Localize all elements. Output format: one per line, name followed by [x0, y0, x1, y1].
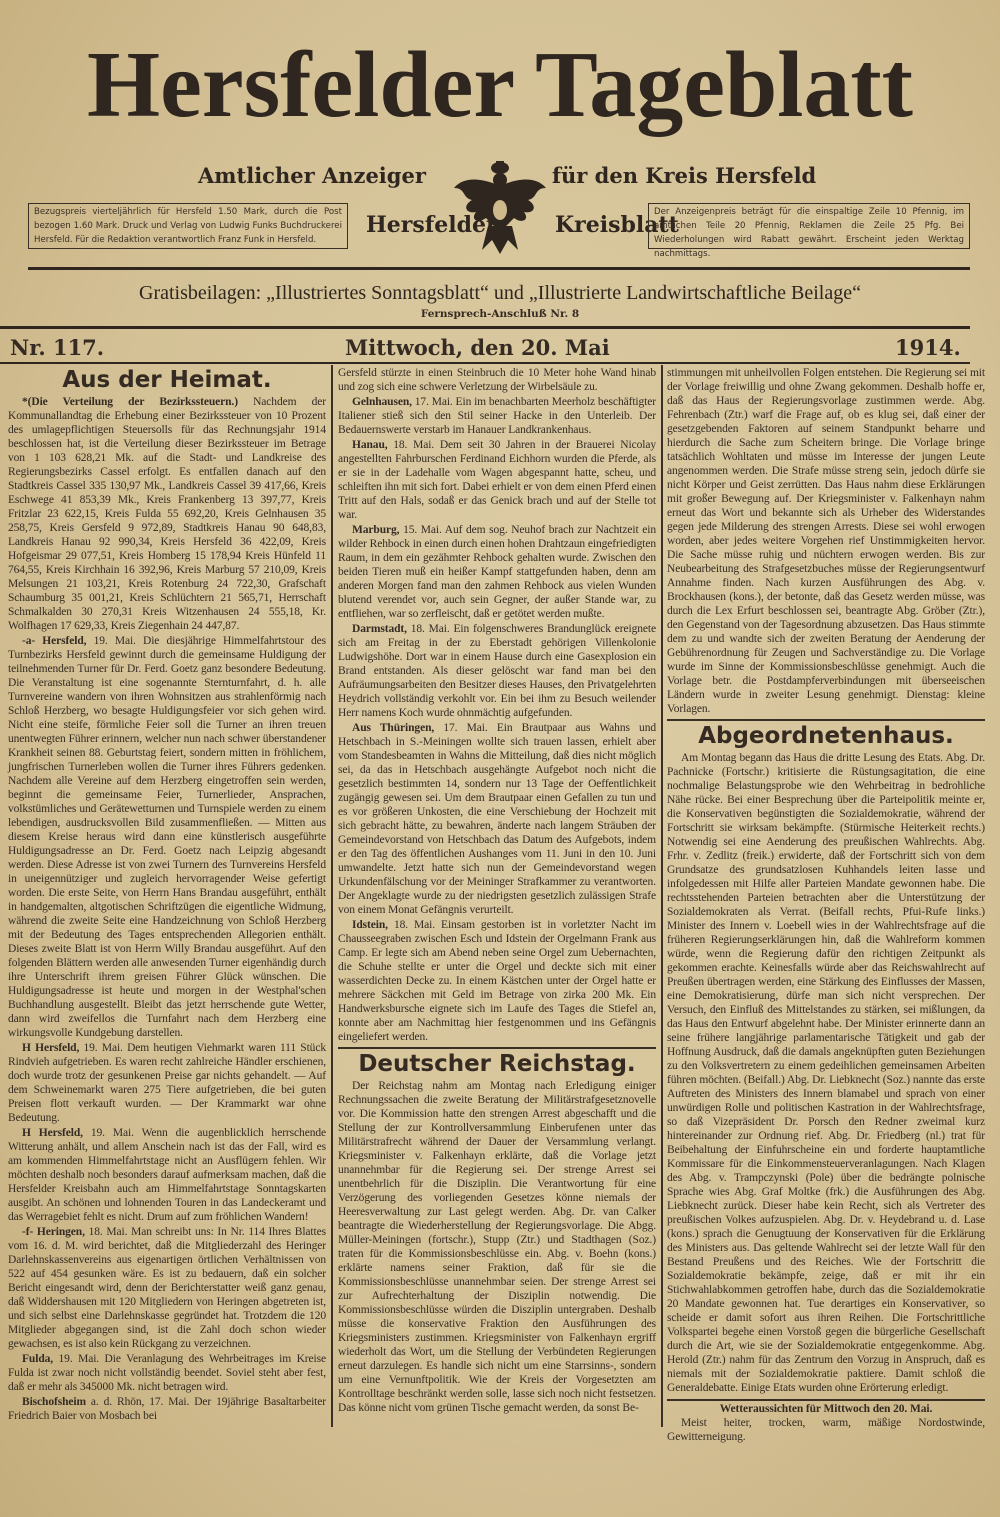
article-text: a. d. Rhön, 17. Mai. Der 19jährige Basaltarbeiter Friedrich Baier von Mosbach bei — [8, 1396, 326, 1422]
article — [8, 1041, 326, 1125]
divider — [667, 719, 985, 721]
article — [8, 1126, 326, 1224]
article-dateline: Marburg, — [352, 524, 400, 536]
subscription-info-box: Bezugspreis vierteljährlich für Hersfeld 1.50 Mark, durch die Post bezogen 1.60 Mark. Druck und Verlag von Ludwig Funks Buchdruckerei Hersfeld. Für die Redaktion verantwortlich Franz Funk in Hersfeld. — [28, 203, 348, 249]
article-dateline: *(Die Verteilung der Bezirkssteuern.) — [22, 396, 238, 408]
divider — [0, 326, 970, 329]
article — [8, 634, 326, 1040]
article-dateline: Darmstadt, — [352, 623, 407, 635]
article-text: 19. Mai. Dem heutigen Viehmarkt waren 111 Stück Rindvieh aufgetrieben. Es waren recht zahlreiche Händler erschienen, doch wurde trotz der gesunkenen Preise gar nichts gehandelt. — Auf dem Schweinemarkt waren 275 Tiere aufgetrieben, die bei guten Preisen flott verkauft wurden. — Der Krammarkt war ohne Bedeutung. — [8, 1042, 326, 1124]
issue-year: 1914. — [895, 335, 961, 360]
article-dateline: Hanau, — [352, 439, 388, 451]
article-text: 19. Mai. Wenn die augenblicklich herrschende Witterung anhält, und allem Anschein nach ist das der Fall, wird es am kommenden Himmelfahrtstage nicht an Ausflügern fehlen. Wir möchten deshalb noch besonders darauf aufmerksam machen, daß die Hersfelder Kreisbahn auch am Himmelfahrtstage Sonntagskarten ausgibt. An schönen und lohnenden Touren in das Landeckeramt und das Werragebiet fehlt es nicht. Drum auf zum fröhlichen Wandern! — [8, 1127, 326, 1223]
article-text: 18. Mai. Ein folgenschweres Brandunglück ereignete sich am Freitag in der zu Eberstadt gehörigen Villenkolonie Ludwigshöhe. Dort war in einem Hause durch eine Gasexplosion ein Brand entstanden. Als dieser gelöscht war fand man bei den Aufräumungsarbeiten den Besitzer dieses Hauses, den Privatgelehrten Heydrich vollständig verkohlt vor. Ein bei ihm zu Besuch weilender Herr namens Koch wurde ohnmächtig aufgefunden. — [338, 623, 656, 719]
article-text: 18. Mai. Man schreibt uns: In Nr. 114 Ihres Blattes vom 16. d. M. wird berichtet, daß die Mitgliederzahl des Heringer Darlehnskassenvereins aus eigenartigen örtlichen Verhältnissen von 522 auf 454 gesunken wäre. Es ist zu bedauern, daß ein solcher Bericht eingesandt wird, denn der Berichterstatter weiß ganz genau, daß Widdershausen mit 120 Mitgliedern von Heringen abgetreten ist, und sich selbst eine Darlehnskasse gegründet hat. Trotzdem die 120 Mitglieder abgegangen sind, ist die Zahl doch schon wieder gewachsen, es ist also kein Rückgang zu verzeichnen. — [8, 1226, 327, 1350]
article-text: 15. Mai. Auf dem sog. Neuhof brach zur Nachtzeit ein wilder Rehbock in einen durch einen hohen Drahtzaun eingefriedigten Raum, in dem ein gezähmter Rehbock gehalten wurde. Zwischen den beiden Tieren muß ein heißer Kampf stattgefunden haben, denn am anderen Morgen fand man den zahmen Rehbock aus vielen Wunden blutend verendet vor, auch sein Gegner, der außer Stande war, zu entfliehen, war so zerfleischt, daß er getötet werden mußte. — [338, 524, 656, 620]
supplements-line: Gratisbeilagen: „Illustriertes Sonntagsblatt“ und „Illustrierte Landwirtschaftliche Beilage“ — [139, 282, 861, 304]
article — [338, 523, 656, 621]
article-dateline: -a- Hersfeld, — [22, 635, 87, 647]
article-continuation: stimmungen mit unheilvollen Folgen entstehen. Die Regierung sei mit der Vorlage freiwillig und ohne Zwang gekommen. Deshalb hoffe er, daß das Haus der Regierungsvorlage zustimmen werde. Abg. Fehrenbach (Ztr.) warf die Frage auf, ob es klug sei, daß einer der gesetzgebenden Faktoren auf seinem Standpunkt beharre und hierdurch die Sache zum Scheitern bringe. Die Vorlage bringe tatsächlich Wohltaten und müsse im Interesse der jungen Leute angenommen werden. Die Strafe müsse streng sein, jedoch dürfe sie nicht Körper und Geist zerrütten. Das Haus nahm diese Erklärungen mit großer Bewegung auf. Der Kriegsminister v. Falkenhayn nahm erneut das Wort und bekannte sich als Urheber des Widerstandes gegen jede Milderung des strengen Arrests. Diese sei wohl erwogen worden, aber jedes weitere Vorgehen rief Unstimmigkeiten hervor. Die Sache müsse ruhig und nüchtern erwogen werden. Bis zur Neubearbeitung des Strafgesetzbuches müsse der Regierungsentwurf Annahme finden. Nach kurzen Ausführungen des Abg. v. Brockhausen (kons.), der betonte, daß das Gesetz werden müsse, was durch die Lex Erfurt beschlossen sei, beantragte Abg. Gröber (Ztr.), den Gegenstand von der Tagesordnung abzusetzen. Das Haus stimmte dem zu und wandte sich der zweiten Beratung der Aenderung der Gebührenordnung für Zeugen und Sachverständige zu. Die Vorlage wurde im Sinne der Kommissionsbeschlüsse genehmigt. Auch die Vorlage betr. die Postdampferverbindungen mit überseeischen Ländern wurde in zweiter Lesung genehmigt. Dienstag: kleine Vorlagen. — [667, 367, 985, 715]
article-text: 19. Mai. Die diesjährige Himmelfahrtstour des Turnbezirks Hersfeld gewinnt durch die gemeinsame Huldigung der teilnehmenden Turner für Dr. Ferd. Goetz ganz besondere Bedeutung. Die Veranstaltung ist eine sogenannte Sternturnfahrt, d. h. alle Turnvereine wandern von ihren Wohnsitzen aus strahlenförmig nach Schloß Herzberg, wo besagte Huldigungsfeier vor sich gehen wird. Nicht eine steife, förmliche Feier soll die Turner an ihren treuen unentwegten Führer erinnern, welcher nun nach schwer überstandener Krankheit seinen 88. Geburtstag feiert, sondern mitten in fröhlichem, jungfrischen Turnerleben wollen die Turner ihres Führers gedenken. Nachdem alle Vereine auf dem Herzberg eingetroffen sein werden, beginnt die gemeinsame Feier, Turnerlieder, Ansprachen, volkstümliches und Gerätewetturnen und Turnspiele werden zu einem lebendigen, ausdrucksvollen Bild zusammenfließen. — Mitten aus diesem Kreise heraus wird dann eine künstlerisch ausgeführte Huldigungsadresse an Dr. Ferd. Goetz nach Leipzig abgesandt werden. Diese Adresse ist von zwei Turnern des Turnvereins Hersfeld in uneigennütziger und zugleich hervorragender Weise gefertigt worden. Die erste Seite, von Herrn Hans Brandau ausgeführt, enthält in handgemalten, altgotischen Schriftzügen die eigentliche Widmung, während die zweite Seite eine Handzeichnung von Schloß Herzberg mit der Bedeutung des Tages entsprechenden Allegorien enthält. Dieses zweite Blatt ist von Herrn Willy Brandau ausgeführt. Auf den folgenden Blättern werden alle anwesenden Turner eigenhändig durch ihre Unterschrift ihrem greisen Führer Glück wünschen. Die Huldigungsadresse ist heute und morgen in der Westphal'schen Buchhandlung ausgestellt. Bleibt das jetzt herrschende gute Wetter, dann wird zweifellos die Turnfahrt nach dem Herzberg eine wirkungsvolle Kundgebung darstellen. — [8, 635, 327, 1039]
advertising-info-box: Der Anzeigenpreis beträgt für die einspaltige Zeile 10 Pfennig, im amtlichen Teile 20 Pfennig, Reklamen die Zeile 25 Pfg. Bei Wiederholungen wird Rabatt gewährt. Erscheint jeden Werktag nachmittags. — [648, 203, 970, 249]
article — [8, 395, 326, 633]
article-text: 18. Mai. Dem seit 30 Jahren in der Brauerei Nicolay angestellten Fahrburschen Ferdinand Eichhorn wurden die Pferde, als er sie in der Ladehalle vom Wagen abgespannt hatte, scheu, und schleiften ihn mit sich fort. Dabei erhielt er von dem einen Pferd einen Tritt auf den Hals, sodaß er das Genick brach und auf der Stelle tot war. — [338, 439, 656, 521]
emblem-label-right: Kreisblatt — [555, 212, 679, 238]
article-dateline: Idstein, — [352, 919, 388, 931]
divider — [667, 1399, 985, 1401]
article — [338, 622, 656, 720]
divider — [338, 1047, 656, 1049]
weather-forecast: Meist heiter, trocken, warm, mäßige Nordostwinde, Gewitterneigung. — [667, 1417, 985, 1443]
issue-number: Nr. 117. — [10, 335, 105, 360]
article-dateline: Gelnhausen, — [352, 396, 412, 408]
article — [8, 1352, 326, 1394]
subtitle-left: Amtlicher Anzeiger — [198, 163, 426, 188]
divider — [0, 362, 970, 364]
article-dateline: Aus Thüringen, — [352, 722, 435, 734]
phone-line: Fernsprech-Anschluß Nr. 8 — [420, 308, 580, 320]
article-dateline: Fulda, — [22, 1353, 54, 1365]
article-text: Nachdem der Kommunallandtag die Erhebung einer Bezirkssteuer von 10 Prozent des umlagepflichtigen Steuersolls für das Rechnungsjahr 1914 beschlossen hat, ist die Verteilung dieser Bezirkssteuer im Betrage von 1 103 628,21 Mk. auf die Stadt- und Landkreise des Regierungsbezirks Cassel erfolgt. Es entfallen danach auf den Stadtkreis Cassel 335 130,97 Mk., Landkreis Cassel 39 417,66, Kreis Eschwege 41 853,39 Mk., Kreis Frankenberg 13 397,77, Kreis Fritzlar 23 622,15, Kreis Fulda 55 692,20, Kreis Gelnhausen 35 258,75, Kreis Gersfeld 9 972,89, Stadtkreis Hanau 90 648,83, Landkreis Hanau 92 990,34, Kreis Hersfeld 36 422,09, Kreis Hofgeismar 29 077,51, Kreis Homberg 15 178,94 Kreis Hünfeld 11 764,55, Kreis Kirchhain 16 392,96, Kreis Marburg 57 210,09, Kreis Melsungen 21 103,21, Kreis Rotenburg 24 722,30, Grafschaft Schaumburg 35 001,21, Kreis Schlüchtern 21 565,71, Herrschaft Schmalkalden 30 270,31 Kreis Witzenhausen 24 555,18, Kr. Wolfhagen 17 629,33, Kreis Ziegenhain 24 447,87. — [8, 396, 326, 632]
article-text: 17. Mai. Ein Brautpaar aus Wahns und Hetschbach in S.-Meiningen wollte sich trauen lassen, erhielt aber vom Standesbeamten in Wahns die Mitteilung, daß dies nicht möglich sei, da das in Hetschbach ausgehängte Aufgebot noch nicht die gesetzlich bestimmten 14, sondern nur 13 Tage der Oeffentlichkeit zugängig gewesen sei. Um dem Brautpaar einen Gefallen zu tun und es vor größeren Unkosten, die eine Verschiebung der Hochzeit mit sich gebracht hätte, zu bewahren, änderte nach langem Sträuben der Gemeindevorstand von Hetschbach das Datum des Aufgebots, indem er den Tag des öffentlichen Aushanges vom 11. Juni in den 10. Juni umwandelte. Jetzt hatte sich nun der Gemeindevorstand wegen Urkundenfälschung vor der Meininger Strafkammer zu verantworten. Der Angeklagte wurde zu der niedrigsten gesetzlich zulässigen Strafe von einem Monat Gefängnis verurteilt. — [338, 722, 656, 916]
column-parliament — [667, 366, 985, 1445]
article — [8, 1395, 326, 1423]
article — [338, 721, 656, 917]
article-continuation: Gersfeld stürzte in einen Steinbruch die 10 Meter hohe Wand hinab und zog sich eine schwere Verletzung der Wirbelsäule zu. — [338, 367, 656, 393]
column-regional-news — [338, 366, 656, 1416]
article-dateline: H Hersfeld, — [22, 1127, 83, 1139]
imperial-eagle-icon — [452, 158, 548, 258]
article — [338, 438, 656, 522]
article-reichstag: Der Reichstag nahm am Montag nach Erledigung einiger Rechnungssachen die zweite Beratung der Militärstrafgesetznovelle vor. Die Kommission hatte den strengen Arrest abgeschafft und die Stellung der zur Kontrollversammlung Einberufenen unter das Militärstrafrecht während der Dauer der Versammlung verlangt. Kriegsminister v. Falkenhayn erklärte, daß die Vorlage jetzt unannehmbar für die Regierung sei. Der strenge Arrest sei unentbehrlich für die Disziplin. Die Verantwortung für eine Verzögerung des vorliegenden Gesetzes könne niemals der Heeresverwaltung zur Last gelegt werden. Abg. Dr. van Calker beantragte die Wiederherstellung der Regierungsvorlage. Die Abgg. Müller-Meiningen (fortschr.), Stupp (Ztr.) und Stadthagen (Soz.) traten für die Kommissionsbeschlüsse ein. Abg. v. Boehn (kons.) erklärte namens seiner Fraktion, daß für sie die Kommissionsbeschlüsse unannehmbar seien. Der strenge Arrest sei zur Aufrechterhaltung der Disziplin notwendig. Die Kommissionsbeschlüsse würden die Disziplin untergraben. Deshalb müsse die konservative Fraktion den Ausführungen des Kriegsministers zustimmen. Kriegsminister von Falkenhayn ergriff wiederholt das Wort, um die Stellung der Verbündeten Regierungen erneut darzulegen. Es handle sich nicht um eine Starrsinns-, sondern um eine Vernunftpolitik. Wie der Kreis der Vorgesetzten am Kontrolltage beschränkt werden solle, lasse sich noch nicht festsetzen. Das könne nicht vom grünen Tische gemacht werden, da sonst Be- — [338, 1080, 656, 1414]
emblem-label-left: Hersfelder — [366, 212, 498, 238]
column-local-news — [8, 366, 326, 1424]
article-dateline: Bischofsheim — [22, 1396, 86, 1408]
subtitle-right: für den Kreis Hersfeld — [552, 163, 817, 188]
section-heading: Aus der Heimat. — [62, 367, 272, 393]
article-text: 19. Mai. Die Veranlagung des Wehrbeitrages im Kreise Fulda ist zwar noch nicht vollständig beendet. Soviel steht aber fest, daß er mehr als 345000 Mk. nicht betragen wird. — [8, 1353, 326, 1393]
column-rule — [331, 365, 333, 1427]
section-heading: Deutscher Reichstag. — [358, 1051, 636, 1077]
article — [338, 918, 656, 1044]
divider — [28, 267, 970, 270]
section-heading: Abgeordnetenhaus. — [698, 723, 954, 749]
weather-title: Wetteraussichten für Mittwoch den 20. Mai. — [719, 1403, 933, 1415]
column-rule — [661, 365, 663, 1427]
article — [8, 1225, 326, 1351]
newspaper-title: Hersfelder Tageblatt — [87, 33, 913, 137]
article-text: 18. Mai. Einsam gestorben ist in vorletzter Nacht im Chausseegraben zwischen Esch und Idstein der Orgelmann Frank aus Camp. Er legte sich am Abend neben seine Orgel zum Uebernachten, die Schuhe stellte er unter die Orgel und deckte sich mit einer wasserdichten Decke zu. In einem Kästchen unter der Orgel hatte er mehrere Säckchen mit Geld im Betrage von zirka 200 Mk. Ein Handwerksbursche eignete sich im Laufe des Tages die Stiefel an, konnte aber am Nachmittag hier festgenommen und ins Gefängnis eingeliefert werden. — [338, 919, 656, 1043]
article-dateline: H Hersfeld, — [22, 1042, 80, 1054]
article-text: 17. Mai. Ein im benachbarten Meerholz beschäftigter Italiener stieß sich den Stil seiner Hacke in den Unterleib. Der Bedauernswerte verstarb im Hanauer Landkrankenhaus. — [338, 396, 656, 436]
article-dateline: -f- Heringen, — [22, 1226, 85, 1238]
article-abgeordnetenhaus: Am Montag begann das Haus die dritte Lesung des Etats. Abg. Dr. Pachnicke (Fortschr.) kritisierte die Rüstungsagitation, die eine nochmalige Belastungsprobe wie den Wehrbeitrag in bedrohliche Nähe rücke. Bei einer Besprechung über die Parteipolitik meinte er, die Konservativen begünstigten die Sozialdemokratie, während der Fortschritt sie wirksam bekämpfte. (Stürmische Heiterkeit rechts.) Notwendig sei eine Aenderung des preußischen Wahlrechts. Abg. Frhr. v. Zedlitz (freik.) erwiderte, daß der Fortschritt sich von dem Grundsatze des grundsatzlosen Kuhhandels leiten lasse und infolgedessen mit Hilfe aller Parteien Mandate gewonnen habe. Die rechtsstehenden Parteien betrachten aber die Unterstützung der Sozialdemokraten als Verrat. (Beifall rechts, Pfui-Rufe links.) Minister des Innern v. Loebell wies in der Wahlrechtsfrage auf die früheren Regierungserklärungen hin, daß die Wahlreform kommen würde, wenn die Regierung dafür den richtigen Zeitpunkt als gekommen erachte. Keinesfalls würde aber das Reichswahlrecht auf Preußen übertragen werden, eine Stärkung des Einflusses der Massen, eine Demokratisierung, dürfe man sich nicht versprechen. Der Versuch, den Einfluß des Mittelstandes zu stärken, sei mißlungen, da das Haus den Entwurf abgelehnt habe. Der Minister erinnerte dann an seine frühere langjährige parlamentarische Tätigkeit und gab der Hoffnung Ausdruck, daß die damals angeknüpften guten Beziehungen zu den Volksvertretern zu einem gedeihlichen gemeinsamen Arbeiten führen möchten. (Beifall.) Abg. Dr. Liebknecht (Soz.) nannte das erste Auftreten des Ministers des Innern blamabel und sprach von einer unwürdigen Rolle und politischen Kastration in der Wahlrechtsfrage, so daß Vizepräsident Dr. Porsch den Redner zweimal kurz hintereinander zur Ordnung rief. Abg. Dr. Friedberg (nl.) trat für Beibehaltung der Einfuhrscheine ein und forderte hauptamtliche Kommissare für die Einkommensteuerveranlagungen. Nach Klagen des Abg. v. Trampczynski (Pole) über die bedrängte polnische Sprache wies Abg. Graf Moltke (frk.) die Ausführungen des Abg. Liebknecht zurück. Dieser habe kein Recht, sich als Vertreter des preußischen Volkes aufzuspielen. Abg. Dr. v. Heydebrand u. d. Lase (kons.) sprach die Genugtuung der Konservativen für die Erklärung des Ministers aus. Das geltende Wahlrecht sei der letzte Wall für den Bestand Preußens und des Reiches. Wie der Fortschritt die Sozialdemokratie bekämpfe, zeige, daß er mit ihr ein Stichwahlabkommen getroffen habe, durch das die Sozialdemokratie 20 Mandate gewonnen hat. Tue derartiges ein Konservativer, so scheide er damit sofort aus ihren Reihen. Die Fortschrittliche Volkspartei begehe einen Vorstoß gegen die bürgerliche Gesellschaft durch die Art, wie sie der Sozialdemokratie entgegenkomme. Abg. Herold (Ztr.) nahm für das Zentrum den Vorzug in Anspruch, daß es niemals mit der Sozialdemokratie paktiere. Damit schloß die Generaldebatte. Einige Etats wurden ohne Erörterung erledigt. — [667, 752, 985, 1394]
issue-date: Mittwoch, den 20. Mai — [345, 335, 610, 360]
article — [338, 395, 656, 437]
